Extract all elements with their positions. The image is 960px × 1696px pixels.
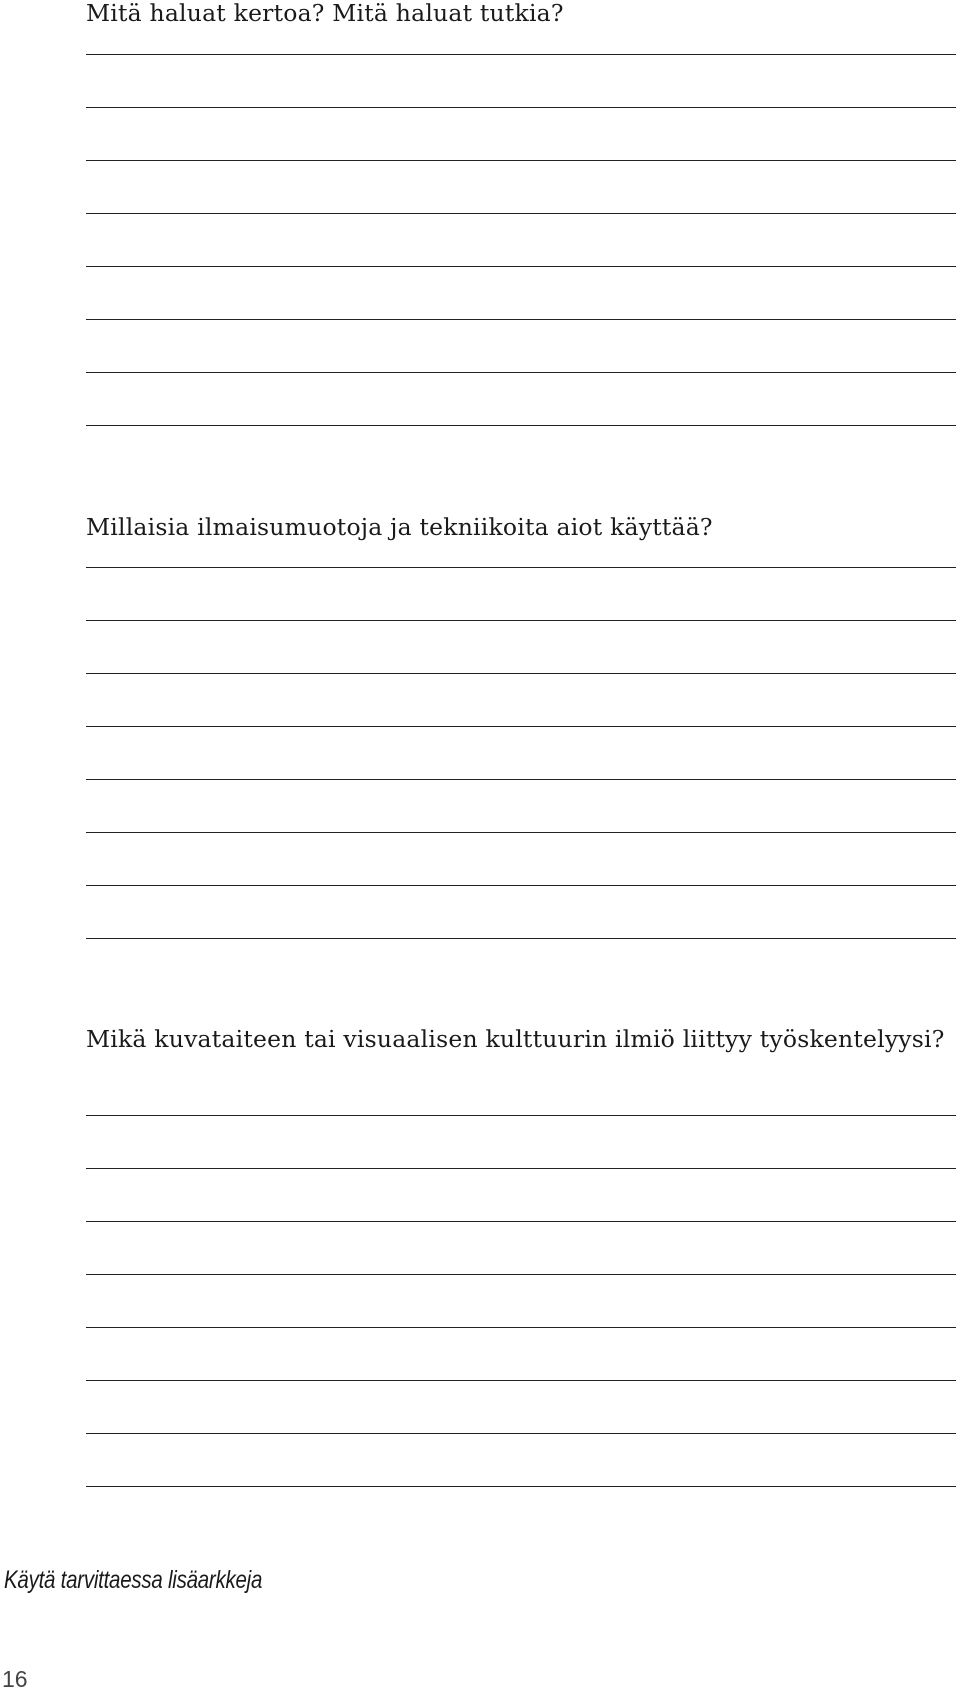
answer-line[interactable] — [86, 779, 956, 780]
answer-line[interactable] — [86, 885, 956, 886]
answer-line[interactable] — [86, 938, 956, 939]
answer-line[interactable] — [86, 832, 956, 833]
question-2-text: Millaisia ilmaisumuotoja ja tekniikoita aiot käyttää? — [86, 513, 713, 541]
answer-line[interactable] — [86, 1433, 956, 1434]
answer-line[interactable] — [86, 372, 956, 373]
answer-line[interactable] — [86, 673, 956, 674]
answer-line[interactable] — [86, 1274, 956, 1275]
question-1-text: Mitä haluat kertoa? Mitä haluat tutkia? — [86, 0, 564, 27]
answer-line[interactable] — [86, 213, 956, 214]
answer-line[interactable] — [86, 54, 956, 55]
answer-line[interactable] — [86, 1168, 956, 1169]
page-number: 16 — [2, 1666, 28, 1692]
answer-line[interactable] — [86, 1115, 956, 1116]
answer-line[interactable] — [86, 726, 956, 727]
answer-line[interactable] — [86, 1327, 956, 1328]
answer-line[interactable] — [86, 1486, 956, 1487]
answer-line[interactable] — [86, 425, 956, 426]
answer-line[interactable] — [86, 319, 956, 320]
answer-line[interactable] — [86, 1380, 956, 1381]
answer-line[interactable] — [86, 160, 956, 161]
answer-line[interactable] — [86, 1221, 956, 1222]
answer-line[interactable] — [86, 107, 956, 108]
extra-sheets-note: Käytä tarvittaessa lisäarkkeja — [4, 1566, 263, 1594]
answer-line[interactable] — [86, 567, 956, 568]
question-3-text: Mikä kuvataiteen tai visuaalisen kulttuurin ilmiö liittyy työskentelyysi? — [86, 1025, 945, 1053]
answer-line[interactable] — [86, 266, 956, 267]
answer-line[interactable] — [86, 620, 956, 621]
